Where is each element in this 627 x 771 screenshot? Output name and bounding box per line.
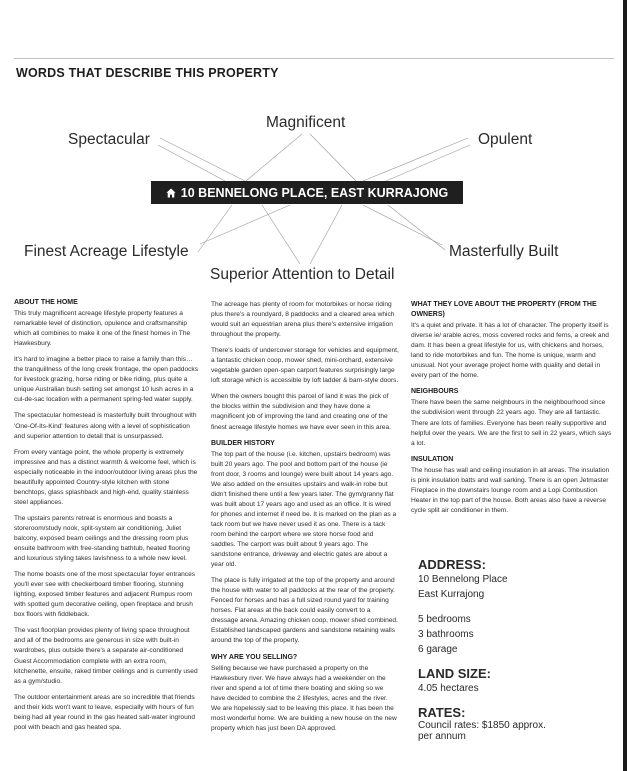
connector-spectacular-b (160, 138, 245, 181)
rates-label: RATES: (418, 705, 466, 720)
storage-paragraph: There's loads of undercover storage for vehicles and equipment, a fantastic chicken coop, mower shed, mini-orchard, extensive vegetable garden open-span carport features surprisingly large loft storage which is accessible by loft ladder & barn-style doors. (211, 347, 399, 385)
about-paragraph: The spectacular homestead is masterfully built throughout with 'One-Of-Its-Kind' features along with a level of sophistication and superior attention to detail that is unsurpassed. (14, 412, 197, 440)
acreage-paragraph: The acreage has plenty of room for motorbikes or horse riding plus there's a roundyard, 8 paddocks and a cleared area which would suit an equestrian arena plus there's extensive irrigation throughout the property. (211, 301, 395, 339)
love-title: WHAT THEY LOVE ABOUT THE PROPERTY (FROM THE OWNERS) (411, 301, 597, 319)
home-icon (166, 188, 176, 198)
connector-magnificent-b (310, 134, 356, 181)
selling-title: WHY ARE YOU SELLING? (211, 653, 298, 661)
neighbours-title: NEIGHBOURS (411, 388, 459, 396)
connector-magnificent-a (246, 134, 302, 181)
rates-line-2: per annum (418, 731, 466, 742)
connector-opulent-a (386, 145, 470, 181)
connector-opulent-b (363, 138, 468, 181)
rates-line-1: Council rates: $1850 approx. (418, 720, 546, 731)
connector-finest-a (198, 205, 232, 252)
bedrooms-count: 5 bedrooms (418, 614, 471, 625)
builder-history-paragraph: The top part of the house (i.e. kitchen, upstairs bedroom) was built 20 years ago. The pool and bottom part of the house (ie front door, 3 rooms and lounge) were built about 14 years ago. We also added on the ensuites upstairs and walk-in robe but didn't finished there until a few years later. The gym/granny flat was built about 17 years ago and used as an office. It is wired for phones and internet if need be. It is marked on the plan as a tack room but we have never used it as one. There is a tack room behind the carport where we store horse food and saddles. The carport was built about 9 years ago. The sandstone entrance, driveway and electric gates are about a year old. (211, 450, 397, 569)
connector-superior-b (310, 205, 342, 264)
insulation-title: INSULATION (411, 455, 454, 463)
address-line-1: 10 Bennelong Place (418, 574, 508, 585)
word-finest-acreage: Finest Acreage Lifestyle (24, 243, 189, 260)
neighbours-paragraph: There have been the same neighbours in the neighbourhood since the subdivision went through 22 years ago. They are all fantastic. There are lots of families. Everyone has been really supportive and helpful over the years. We are the first to sell in 22 years, which says a lot. (411, 399, 612, 447)
word-opulent: Opulent (478, 131, 533, 148)
property-details (418, 557, 618, 742)
owners-paragraph: When the owners bought this parcel of land it was the pick of the blocks within the subdivision and they have done a magnificent job of improving the land and creating one of the finest acreage lifestyle homes we have ever seen in this area. (211, 393, 391, 431)
page-heading: WORDS THAT DESCRIBE THIS PROPERTY (16, 66, 279, 80)
connector-masterfully-b (363, 205, 442, 245)
love-paragraph: It's a quiet and private. It has a lot of character. The property itself is diverse ie/ arable acres, moss covered rocks and ferns, a creek and dam. It has been a great lifestyle for us, with chickens and horses, land to ride motorbikes and fun. The home is unique, warm and unusual. Not your average project home with quality and detail in every part of the home. (411, 322, 609, 380)
bathrooms-count: 3 bathrooms (418, 629, 474, 640)
garage-count: 6 garage (418, 644, 458, 655)
about-paragraph: This truly magnificent acreage lifestyle property features a remarkable level of distinction, opulence and craftsmanship which all combines to make it one of the finest homes in The Hawkesbury. (14, 310, 191, 348)
about-paragraph: From every vantage point, the whole property is extremely impressive and has a distinct warmth & welcome feel, which is especially noticeable in the indoor/outdoor living areas plus the beautifully appointed Country-style kitchen with stone benchtops, glass splashback and high-end, quality stainless steel appliances. (14, 448, 198, 506)
builder-history-title: BUILDER HISTORY (211, 439, 275, 447)
connector-finest-b (200, 205, 290, 244)
connector-spectacular-a (158, 145, 225, 181)
banner-text: 10 BENNELONG PLACE, EAST KURRAJONG (180, 185, 449, 200)
right-column (411, 300, 615, 522)
address-banner (151, 181, 463, 204)
about-column (14, 298, 202, 739)
word-magnificent: Magnificent (266, 114, 346, 131)
middle-column (211, 300, 399, 740)
irrigation-paragraph: The place is fully irrigated at the top of the property and around the house with water to all paddocks at the rear of the property. Fenced for horses and has a full sized round yard for training horses. Flat areas at the back could easily convert to a dressage arena. Amazing chicken coop, mower shed combined. Established landscaped gardens and sandstone retaining walls around the top of the property. (211, 577, 398, 645)
word-masterfully-built: Masterfully Built (449, 243, 559, 260)
land-size-value: 4.05 hectares (418, 683, 479, 694)
address-line-2: East Kurrajong (418, 589, 485, 600)
connector-masterfully-a (388, 205, 445, 250)
connector-superior-a (262, 205, 300, 264)
word-spectacular: Spectacular (68, 131, 150, 148)
about-paragraph: The home boasts one of the most spectacular foyer entrances you'll ever see with checkerboard timber flooring, stunning lighting, exposed timber features and adjacent Rumpus room with spotted gum decorative ceiling, open fireplace and brush box floors with fiddleback. (14, 571, 196, 619)
about-paragraph: The vast floorplan provides plenty of living space throughout and all of the bedrooms are generous in size with built-in wardrobes, plus outside there's a separate air-conditioned Guest Accommodation complete with an extra room, kitchenette, ensuite, raked timber ceilings and is currently used as a gym/studio. (14, 627, 198, 685)
about-title: ABOUT THE HOME (14, 299, 78, 306)
address-label: ADDRESS: (418, 557, 486, 572)
insulation-paragraph: The house has wall and ceiling insulation in all areas. The insulation is pink insulation batts and wall sarking. There is an open Jetmaster Fireplace in the downstairs lounge room and a Lopi Combustion Heater in the top part of the house. Both areas also have a reverse cycle split air conditioner in them. (411, 466, 610, 514)
selling-paragraph: Selling because we have purchased a property on the Hawkesbury river. We have always had a weekender on the river and spend a lot of time there boating and skiing so we have decided to combine the 2 lifestyles, acres and the river. We are hopelessly sad to be leaving this place. It has been the most wonderful home. We are building a new house on the new property which has just been DA approved. (211, 664, 397, 732)
land-size-label: LAND SIZE: (418, 666, 491, 681)
about-paragraph: The outdoor entertainment areas are so incredible that friends and their kids won't want to leave, especially with hours of fun being had all year round in the gas heated salt-water inground pool with beach and gas heated spa. (14, 693, 196, 731)
word-superior-attention: Superior Attention to Detail (210, 266, 395, 283)
about-paragraph: It's hard to imagine a better place to raise a family than this… the tranquillness of the long creek frontage, the open paddocks for livestock grazing, horse riding or bike riding, plus quite a unique Australian bush setting set amongst 10 lush acres in a cul-de-sac location with a permanent spring-fed water supply. (14, 356, 199, 404)
about-paragraph: The upstairs parents retreat is enormous and boasts a storeroom/study nook, split-system air conditioning, Juliet balcony, exposed beam ceilings and the dressing room plus ensuite bathroom with free-standing bathtub, heated flooring and luxurious styling takes lavishness to a whole new level. (14, 514, 190, 563)
